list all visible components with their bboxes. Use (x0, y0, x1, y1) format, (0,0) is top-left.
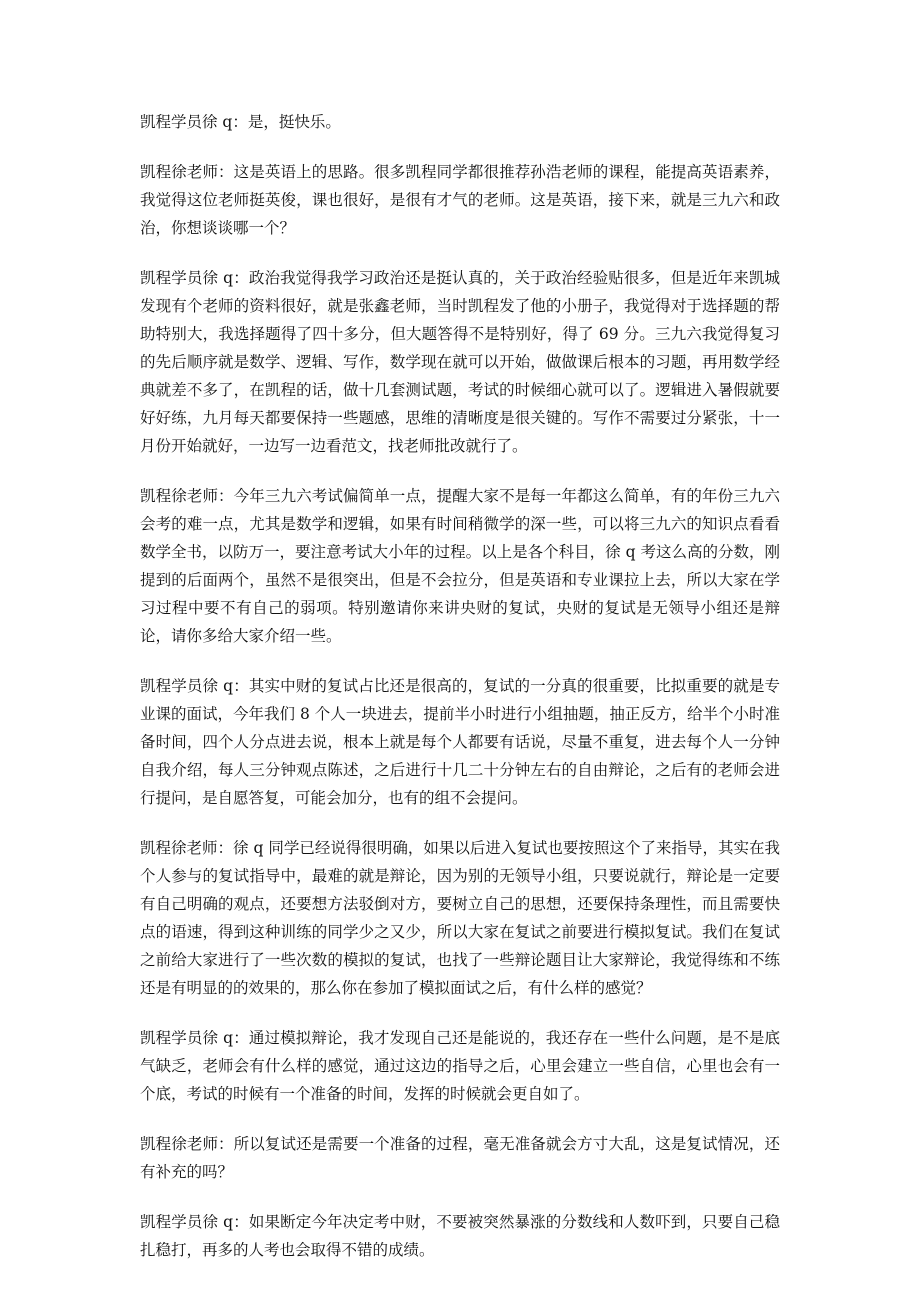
paragraph-student-closing: 凯程学员徐 q：如果断定今年决定考中财，不要被突然暴涨的分数线和人数吓到，只要自己稳扎稳打，再多的人考也会取得不错的成绩。 (140, 1213, 780, 1259)
paragraph-student-interview: 凯程学员徐 q：其实中财的复试占比还是很高的，复试的一分真的很重要，比拟重要的就是专业课的面试，今年我们 8 个人一块进去，提前半小时进行小组抽题，抽正反方，给半个小时准备时间，四个人分点进去说，根本上就是每个人都要有话说，尽量不重复，进去每个人一分钟自我介绍，每人三分钟观点陈述，之后进行十几二十分钟左右的自由辩论，之后有的老师会进行提问，是自愿答复，可能会加分，也有的组不会提问。 (140, 677, 780, 807)
paragraph-teacher-preparation: 凯程徐老师：所以复试还是需要一个准备的过程，毫无准备就会方寸大乱，这是复试情况，还有补充的吗？ (140, 1135, 780, 1181)
paragraph-student-mock-debate: 凯程学员徐 q：通过模拟辩论，我才发现自己还是能说的，我还存在一些什么问题，是不是底气缺乏，老师会有什么样的感觉，通过这边的指导之后，心里会建立一些自信，心里也会有一个底，考试的时候有一个准备的时间，发挥的时候就会更自如了。 (140, 1029, 780, 1103)
paragraph-teacher-396-advice: 凯程徐老师：今年三九六考试偏简单一点，提醒大家不是每一年都这么简单，有的年份三九六会考的难一点，尤其是数学和逻辑，如果有时间稍微学的深一些，可以将三九六的知识点看看数学全书，以防万一，要注意考试大小年的过程。以上是各个科目，徐 q 考这么高的分数，刚提到的后面两个，虽然不是很突出，但是不会拉分，但是英语和专业课拉上去，所以大家在学习过程中要不有自己的弱项。特别邀请你来讲央财的复试，央财的复试是无领导小组还是辩论，请你多给大家介绍一些。 (140, 487, 780, 645)
paragraph-student-reply-1: 凯程学员徐 q：是，挺快乐。 (140, 113, 341, 131)
paragraph-teacher-english: 凯程徐老师：这是英语上的思路。很多凯程同学都很推荐孙浩老师的课程，能提高英语素养，我觉得这位老师挺英俊，课也很好，是很有才气的老师。这是英语，接下来，就是三九六和政治，你想谈谈哪一个？ (140, 163, 780, 237)
paragraph-student-politics-396: 凯程学员徐 q：政治我觉得我学习政治还是挺认真的，关于政治经验贴很多，但是近年来凯城发现有个老师的资料很好，就是张鑫老师，当时凯程发了他的小册子，我觉得对于选择题的帮助特别大，我选择题得了四十多分，但大题答得不是特别好，得了 69 分。三九六我觉得复习的先后顺序就是数学、逻辑、写作，数学现在就可以开始，做做课后根本的习题，再用数学经典就差不多了，在凯程的话，做十几套测试题，考试的时候细心就可以了。逻辑进入暑假就要好好练，九月每天都要保持一些题感，思维的清晰度是很关键的。写作不需要过分紧张，十一月份开始就好，一边写一边看范文，找老师批改就行了。 (140, 269, 780, 455)
document-page (140, 108, 780, 1286)
paragraph-teacher-debate: 凯程徐老师：徐 q 同学已经说得很明确，如果以后进入复试也要按照这个了来指导，其实在我个人参与的复试指导中，最难的就是辩论，因为别的无领导小组，只要说就行，辩论是一定要有自己明确的观点，还要想方法驳倒对方，要树立自己的思想，还要保持条理性，而且需要快点的语速，得到这种训练的同学少之又少，所以大家在复试之前要进行模拟复试。我们在复试之前给大家进行了一些次数的模拟的复试，也找了一些辩论题目让大家辩论，我觉得练和不练还是有明显的的效果的，那么你在参加了模拟面试之后，有什么样的感觉？ (140, 839, 780, 997)
